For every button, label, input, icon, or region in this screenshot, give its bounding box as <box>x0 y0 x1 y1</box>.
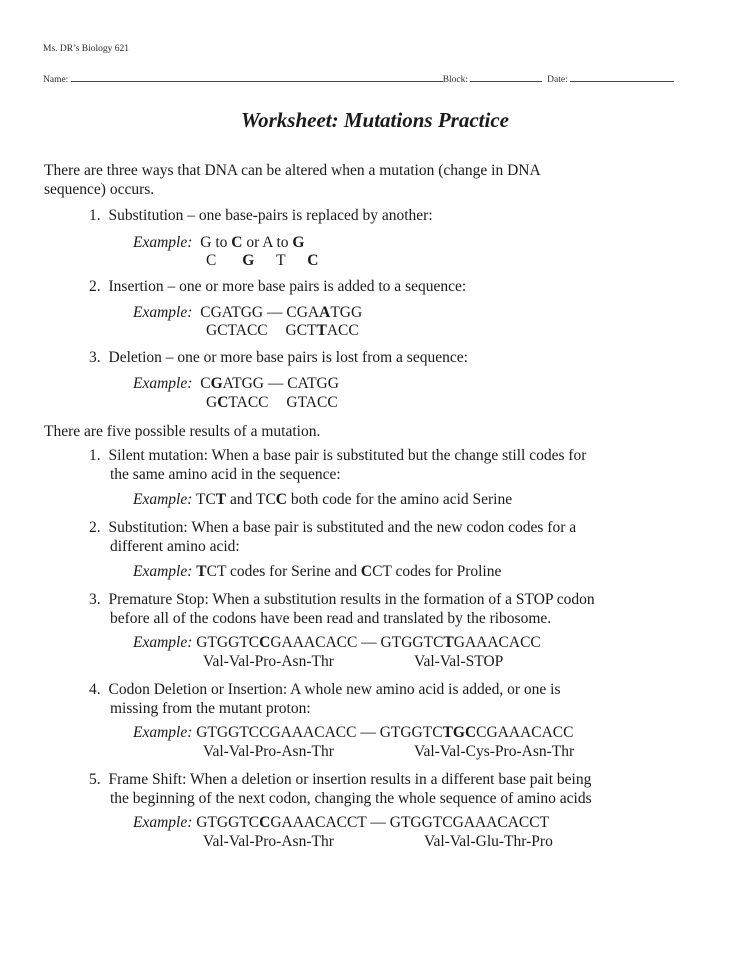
date-field[interactable] <box>570 72 674 82</box>
result-2-line-1 <box>89 518 576 537</box>
example-text: TACC <box>228 394 269 411</box>
way-1-example <box>133 234 304 252</box>
example-highlight: T <box>215 491 227 508</box>
example-text: C <box>200 375 211 392</box>
result-1-line-1 <box>89 446 586 465</box>
example-highlight: T <box>316 322 327 339</box>
header-fields-row <box>43 72 674 85</box>
list-number: 3. <box>89 591 101 608</box>
example-highlight: T <box>443 634 454 651</box>
example-highlight: A <box>319 304 331 321</box>
example-text: GAAACACC –– GTGGTC <box>270 634 444 651</box>
example-text: CGAAACACC <box>476 724 574 741</box>
example-text: G to <box>200 234 232 251</box>
result-4-line-1 <box>89 680 561 699</box>
way-1 <box>89 206 433 225</box>
result-3-example <box>133 634 541 652</box>
result-2-example <box>133 563 501 581</box>
example-text: G <box>206 394 218 411</box>
example-highlight: C <box>231 234 243 251</box>
list-number: 5. <box>89 771 101 788</box>
result-1-example <box>133 491 512 509</box>
way-text: Deletion – one or more base pairs is lost from a sequence: <box>108 349 468 366</box>
example-text: or A to <box>242 234 293 251</box>
result-3-line-1 <box>89 590 595 609</box>
example-text: CT codes for Proline <box>372 563 502 580</box>
way-3 <box>89 348 468 367</box>
example-text: GTGGTC <box>192 814 260 831</box>
result-3-example-aa: Val-Val-Pro-Asn-Thr <box>203 653 334 670</box>
example-highlight: C <box>259 634 271 651</box>
way-2 <box>89 277 466 296</box>
example-label: Example: <box>133 375 193 392</box>
example-text: GTGGTCCGAAACACC — GTGGTC <box>192 724 443 741</box>
example-text: both code for the amino acid Serine <box>287 491 513 508</box>
way-3-example <box>133 375 339 393</box>
name-label: Name: <box>43 75 69 85</box>
block-label: Block: <box>442 75 469 85</box>
example-text: ACC <box>326 322 359 339</box>
list-number: 1. <box>89 447 101 464</box>
result-5-example <box>133 814 549 832</box>
result-3-line-2: before all of the codons have been read and translated by the ribosome. <box>110 610 552 627</box>
intro-line-2: sequence) occurs. <box>44 181 155 198</box>
example-highlight: G <box>242 252 255 269</box>
example-text: TC <box>192 491 216 508</box>
example-label: Example: <box>133 491 193 508</box>
results-intro: There are five possible results of a mutation. <box>44 423 321 440</box>
example-label: Example: <box>133 234 193 251</box>
example-highlight: TGC <box>442 724 477 741</box>
result-4-line-2: missing from the mutant proton: <box>110 700 311 717</box>
list-number: 4. <box>89 681 101 698</box>
way-1-example-line-2 <box>206 252 318 270</box>
example-highlight: T <box>196 563 207 580</box>
list-number: 1. <box>89 207 101 224</box>
result-4-example-aa: Val-Val-Pro-Asn-Thr <box>203 743 334 760</box>
result-4-example-aa-mutant: Val-Val-Cys-Pro-Asn-Thr <box>414 743 575 760</box>
way-2-example <box>133 304 362 322</box>
example-text: CGATGG –– CGA <box>200 304 320 321</box>
date-label: Date: <box>547 75 568 85</box>
example-text: GCTACC <box>206 322 268 339</box>
result-text: Codon Deletion or Insertion: A whole new amino acid is added, or one is <box>108 681 561 698</box>
result-2-line-2: different amino acid: <box>110 538 240 555</box>
result-5-line-2: the beginning of the next codon, changing the whole sequence of amino acids <box>110 790 592 807</box>
example-text: GTACC <box>286 394 338 411</box>
example-text: C <box>206 252 217 269</box>
example-highlight: G <box>210 375 223 392</box>
block-field[interactable] <box>470 72 542 82</box>
example-highlight: C <box>307 252 319 269</box>
course-label: Ms. DR’s Biology 621 <box>43 44 130 54</box>
list-number: 2. <box>89 278 101 295</box>
example-label: Example: <box>133 724 193 741</box>
way-text: Substitution – one base-pairs is replaced by another: <box>108 207 433 224</box>
result-5-example-aa: Val-Val-Pro-Asn-Thr <box>203 833 334 850</box>
example-highlight: C <box>275 491 287 508</box>
result-5-example-aa-mutant: Val-Val-Glu-Thr-Pro <box>424 833 553 850</box>
example-text: TGG <box>330 304 363 321</box>
example-text: GTGGTC <box>192 634 260 651</box>
result-text: Frame Shift: When a deletion or insertion results in a different base pait being <box>108 771 592 788</box>
result-3-example-aa-mutant: Val-Val-STOP <box>414 653 504 670</box>
example-text: and TC <box>226 491 276 508</box>
intro-line-1: There are three ways that DNA can be altered when a mutation (change in DNA <box>44 162 541 179</box>
page-title: Worksheet: Mutations Practice <box>241 108 509 132</box>
result-1-line-2: the same amino acid in the sequence: <box>110 466 341 483</box>
name-field[interactable] <box>71 72 443 82</box>
list-number: 2. <box>89 519 101 536</box>
example-label: Example: <box>133 563 193 580</box>
result-text: Premature Stop: When a substitution results in the formation of a STOP codon <box>108 591 595 608</box>
way-text: Insertion – one or more base pairs is added to a sequence: <box>108 278 467 295</box>
way-3-example-line-2 <box>206 394 338 412</box>
example-highlight: C <box>360 563 373 580</box>
example-label: Example: <box>133 304 193 321</box>
example-text: GAAACACCT — GTGGTCGAAACACCT <box>270 814 550 831</box>
example-highlight: C <box>259 814 271 831</box>
way-2-example-line-2 <box>206 322 359 340</box>
result-text: Silent mutation: When a base pair is substituted but the change still codes for <box>108 447 587 464</box>
example-text: ATGG –– CATGG <box>222 375 339 392</box>
example-text: T <box>276 252 286 269</box>
list-number: 3. <box>89 349 101 366</box>
example-label: Example: <box>133 814 193 831</box>
result-text: Substitution: When a base pair is substituted and the new codon codes for a <box>108 519 577 536</box>
example-text: GCT <box>285 322 317 339</box>
result-4-example <box>133 724 573 742</box>
example-highlight: G <box>292 234 305 251</box>
example-text: GAAACACC <box>453 634 541 651</box>
example-label: Example: <box>133 634 193 651</box>
result-5-line-1 <box>89 770 591 789</box>
example-text: CT codes for Serine and <box>206 563 361 580</box>
example-highlight: C <box>217 394 229 411</box>
